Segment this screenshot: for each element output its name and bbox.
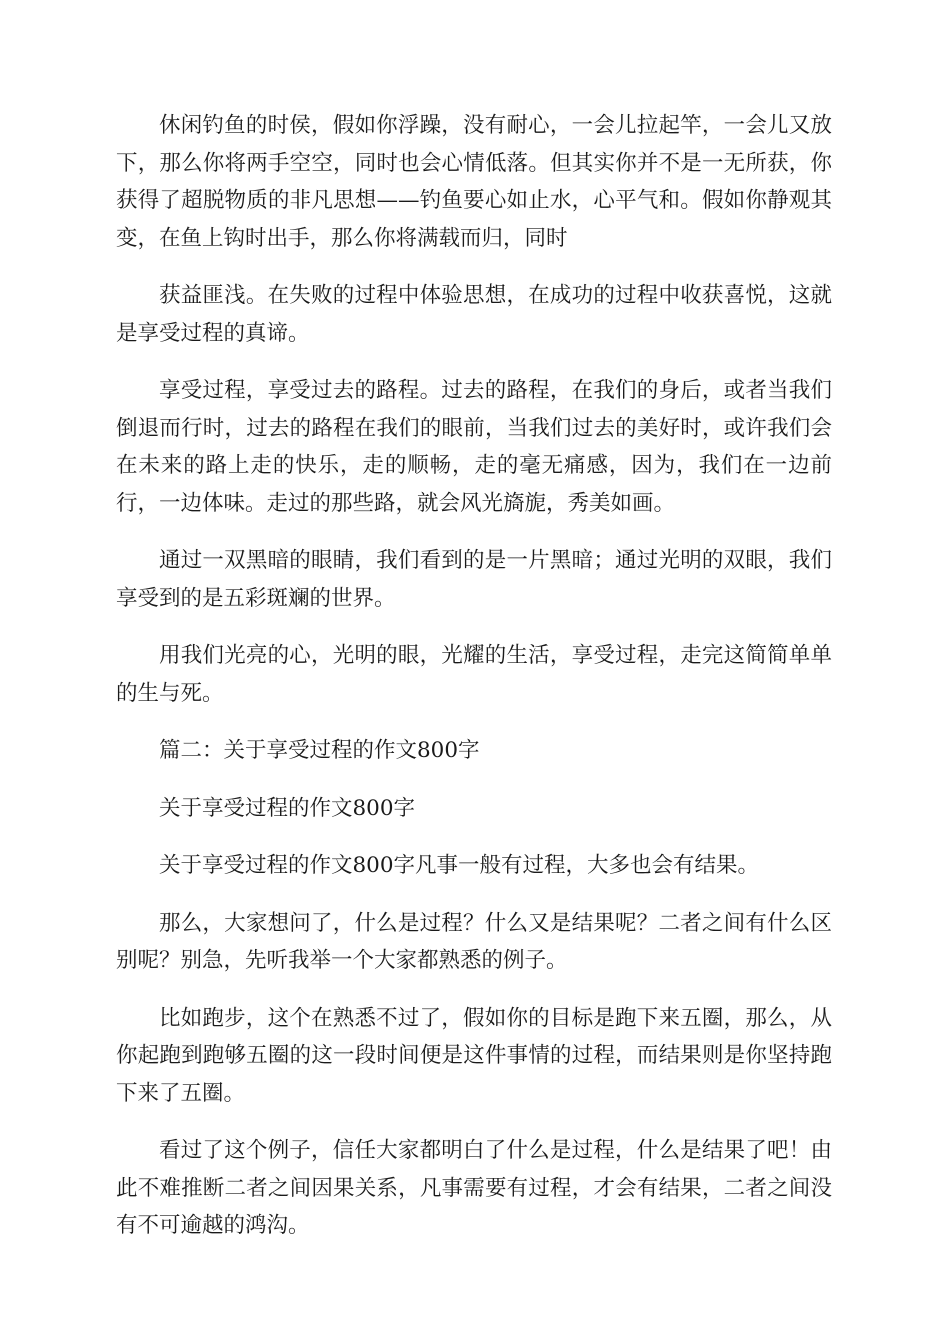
paragraph-conclusion: 看过了这个例子，信任大家都明白了什么是过程，什么是结果了吧！由此不难推断二者之间因果关系，凡事需要有过程，才会有结果，二者之间没有不可逾越的鸿沟。 [116,1138,832,1238]
paragraph-eyes: 通过一双黑暗的眼睛，我们看到的是一片黑暗；通过光明的双眼，我们享受到的是五彩斑斓的世界。 [116,548,832,611]
paragraph-intro: 关于享受过程的作文800字凡事一般有过程，大多也会有结果。 [159,853,760,878]
paragraph-question: 那么，大家想问了，什么是过程？什么又是结果呢？二者之间有什么区别呢？别急，先听我举一个大家都熟悉的例子。 [116,910,832,973]
document-page [116,107,832,1265]
section-heading: 篇二：关于享受过程的作文800字 [159,738,480,763]
paragraph-fishing: 休闲钓鱼的时侯，假如你浮躁，没有耐心，一会儿拉起竿，一会儿又放下，那么你将两手空空，同时也会心情低落。但其实你并不是一无所获，你获得了超脱物质的非凡思想——钓鱼要心如止水，心平气和。假如你静观其变，在鱼上钩时出手，那么你将满载而归，同时 [116,113,832,251]
article-title: 关于享受过程的作文800字 [159,795,416,821]
paragraph-past-road: 享受过程，享受过去的路程。过去的路程，在我们的身后，或者当我们倒退而行时，过去的路程在我们的眼前，当我们过去的美好时，或许我们会在未来的路上走的快乐，走的顺畅，走的毫无痛感，因为，我们在一边前行，一边体味。走过的那些路，就会风光旖旎，秀美如画。 [116,378,832,516]
paragraph-running-example: 比如跑步，这个在熟悉不过了，假如你的目标是跑下来五圈，那么，从你起跑到跑够五圈的这一段时间便是这件事情的过程，而结果则是你坚持跑下来了五圈。 [116,1005,832,1106]
paragraph-benefit: 获益匪浅。在失败的过程中体验思想，在成功的过程中收获喜悦，这就是享受过程的真谛。 [116,283,832,346]
paragraph-heart: 用我们光亮的心，光明的眼，光耀的生活，享受过程，走完这简简单单的生与死。 [116,643,832,706]
